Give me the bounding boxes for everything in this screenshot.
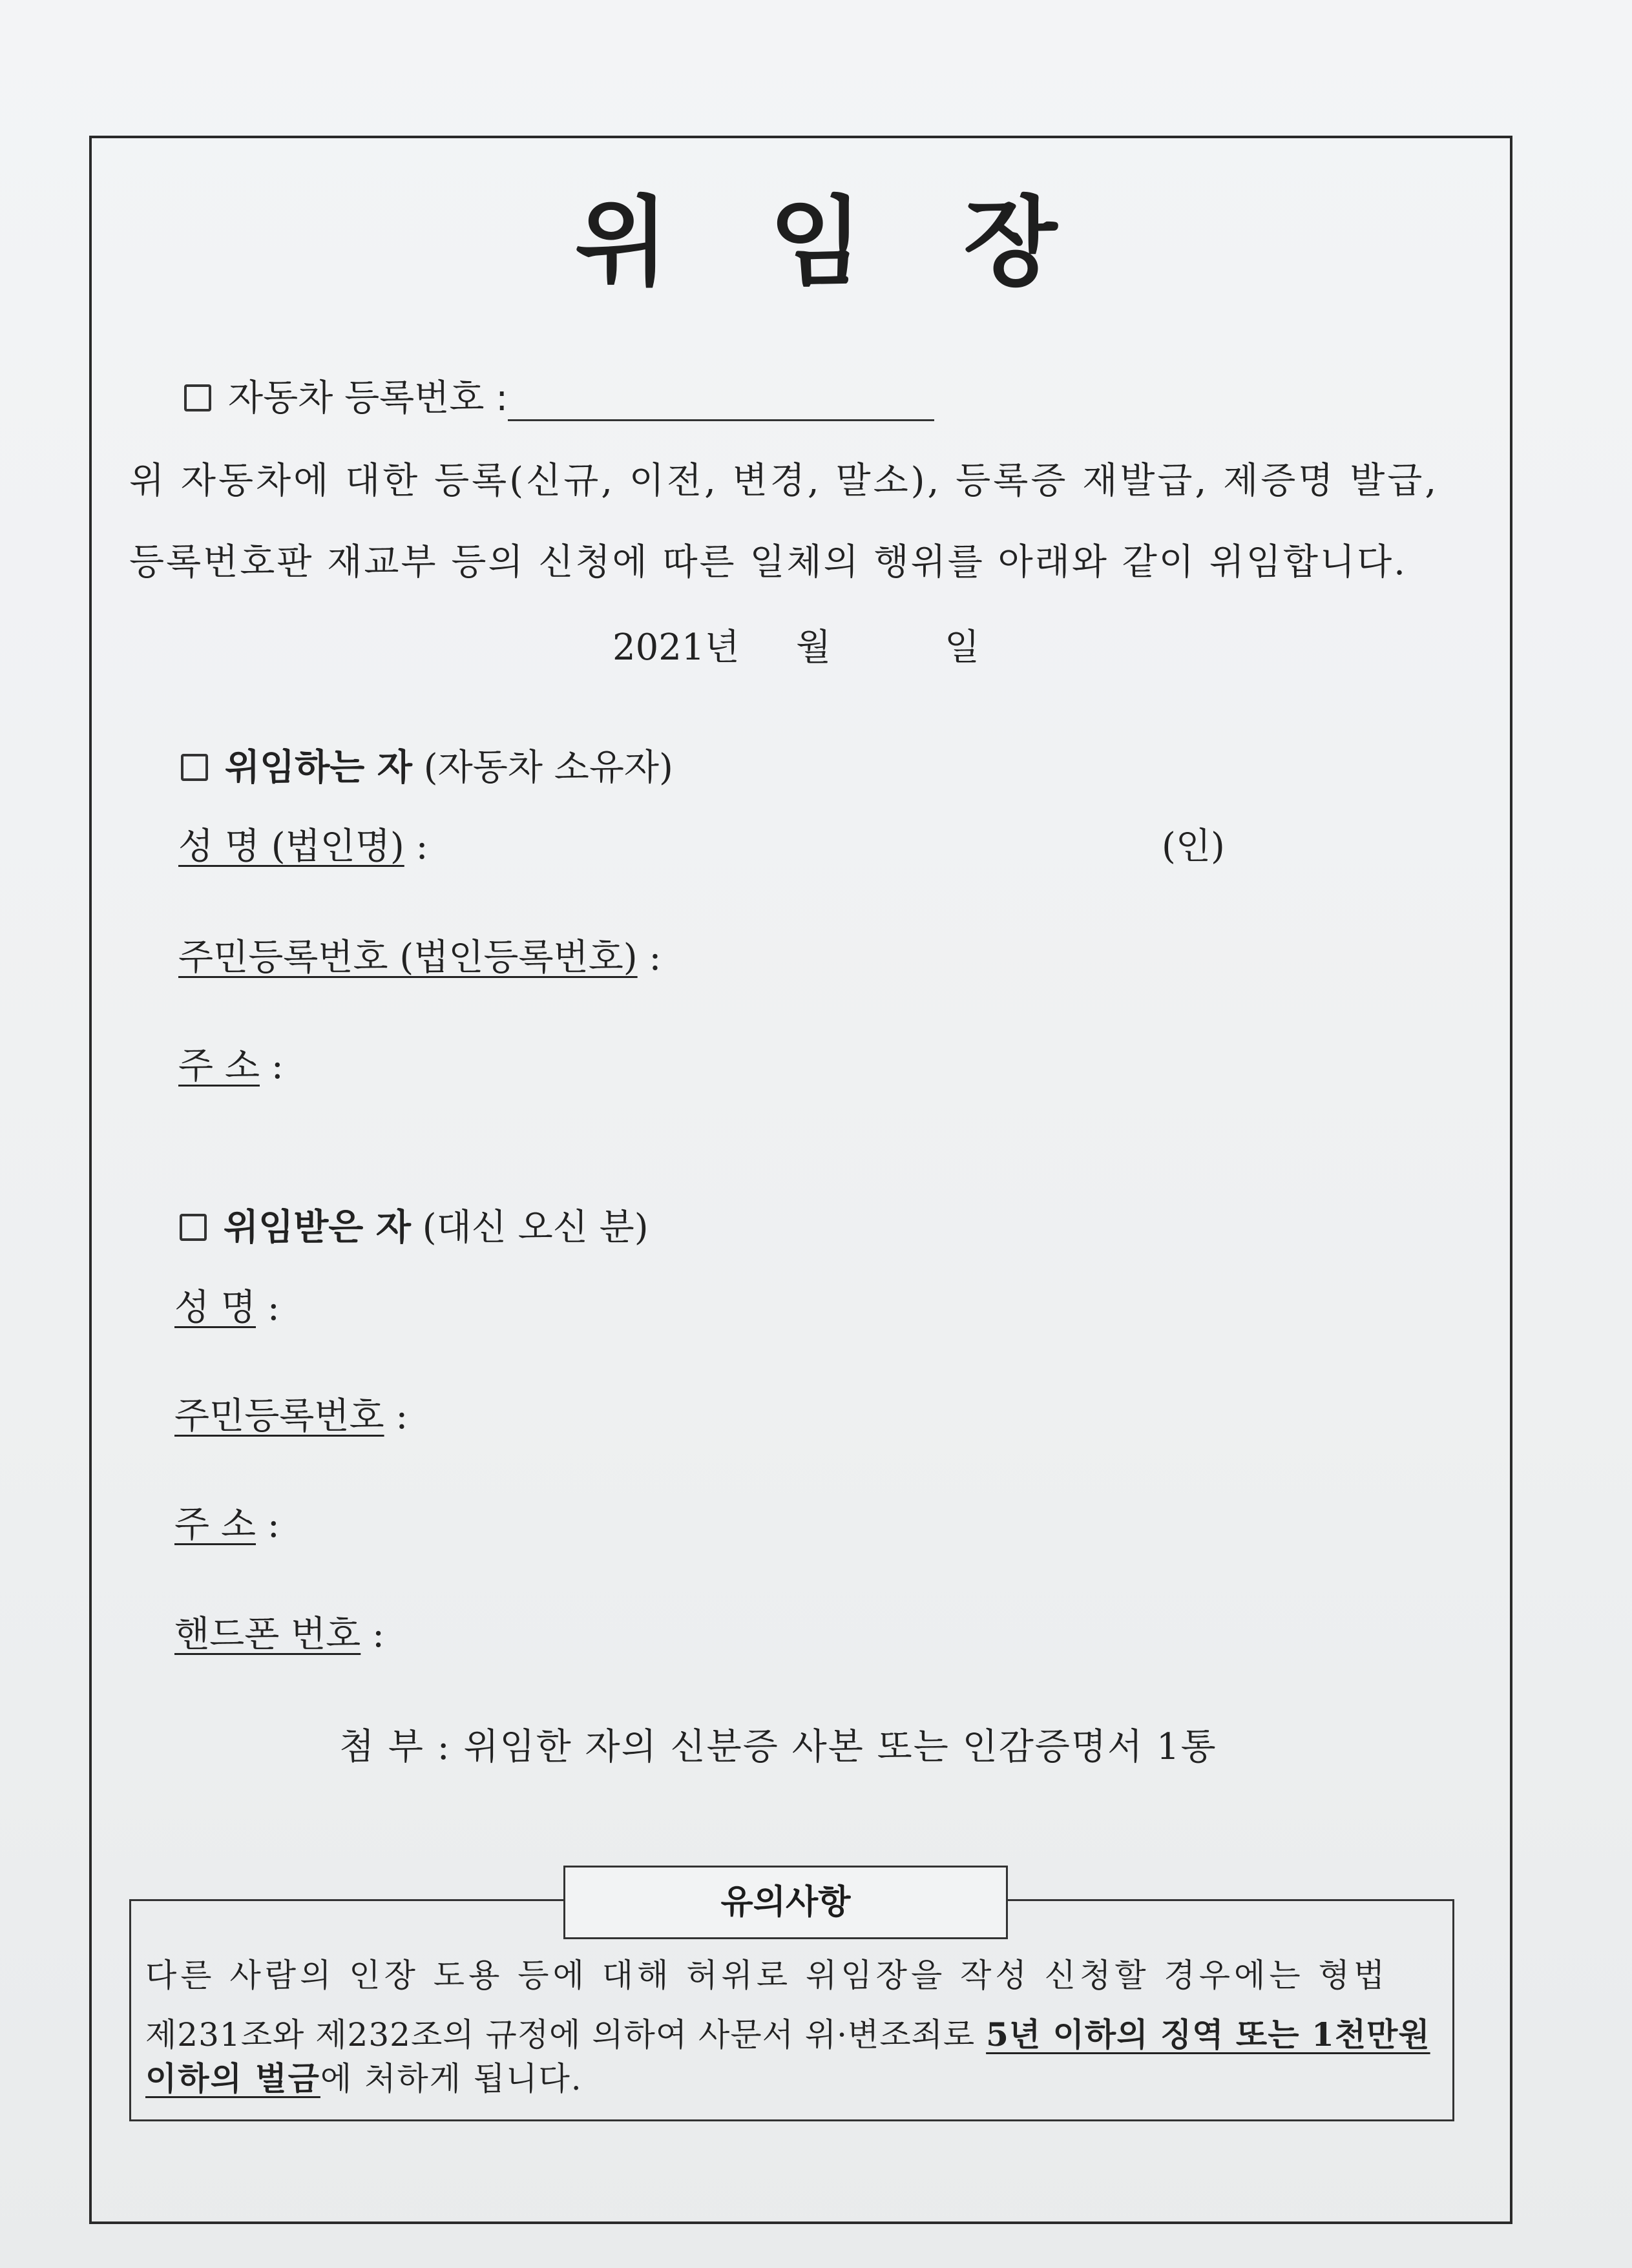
seal-mark: (인): [1162, 826, 1225, 868]
delegator-heading-sub: (자동차 소유자): [423, 747, 673, 789]
delegate-phone-row: [174, 1606, 384, 1658]
delegator-heading-row: [181, 739, 673, 791]
document-title: [0, 164, 1632, 304]
title-char-3: 장: [963, 187, 1058, 299]
notice-line-2: [145, 2009, 1430, 2055]
colon: :: [372, 1614, 384, 1656]
delegator-name-row: [178, 818, 428, 869]
date-year: 2021년: [612, 627, 740, 669]
notice-title: 유의사항: [563, 1866, 1008, 1939]
colon: :: [415, 826, 428, 868]
colon: :: [267, 1504, 280, 1546]
delegate-id-label: 주민등록번호: [174, 1395, 384, 1437]
notice-fine-text: 이하의 벌금: [145, 2059, 320, 2097]
delegator-name-label: 성 명 (법인명): [178, 826, 404, 868]
notice-line-3-text: 에 처하게 됩니다.: [320, 2060, 583, 2097]
delegate-address-label: 주 소: [174, 1504, 256, 1546]
vehicle-number-row: [184, 369, 934, 421]
checkbox-icon: [184, 384, 211, 411]
notice-line-2-text: 제231조와 제232조의 규정에 의하여 사문서 위·변조죄로: [145, 2016, 987, 2054]
intro-line-1: [129, 452, 1468, 504]
intro-line-2: 등록번호판 재교부 등의 신청에 따른 일체의 행위를 아래와 같이 위임합니다.: [129, 541, 1407, 583]
notice-penalty-text: 5년 이하의 징역 또는 1천만원: [986, 2015, 1430, 2054]
delegator-heading: 위임하는 자: [225, 747, 412, 789]
checkbox-icon: [181, 754, 208, 781]
checkbox-icon: [180, 1214, 207, 1241]
delegate-phone-label: 핸드폰 번호: [174, 1614, 361, 1656]
colon: :: [267, 1287, 280, 1329]
delegate-name-row: [174, 1279, 280, 1331]
colon: :: [271, 1045, 284, 1087]
delegator-address-row: [178, 1037, 284, 1089]
title-char-2: 임: [769, 187, 863, 299]
delegate-heading: 위임받은 자: [224, 1207, 411, 1249]
notice-line-1: 다른 사람의 인장 도용 등에 대해 허위로 위임장을 작성 신청할 경우에는 형법: [145, 1957, 1389, 1994]
delegator-id-label: 주민등록번호 (법인등록번호): [178, 937, 638, 979]
vehicle-number-label: 자동차 등록번호 :: [228, 377, 508, 419]
colon: :: [649, 937, 662, 979]
attachment-note: 첨 부 : 위임한 자의 신분증 사본 또는 인감증명서 1통: [339, 1726, 1217, 1768]
notice-line-3: [145, 2053, 583, 2099]
delegator-address-label: 주 소: [178, 1045, 260, 1087]
vehicle-number-field[interactable]: [508, 386, 934, 421]
colon: :: [395, 1395, 408, 1437]
delegator-id-row: [178, 929, 661, 981]
delegate-address-row: [174, 1496, 280, 1548]
delegate-id-row: [174, 1388, 408, 1439]
date-month: 월: [796, 627, 832, 669]
title-char-1: 위: [574, 187, 669, 299]
delegate-name-label: 성 명: [174, 1287, 256, 1329]
delegate-heading-sub: (대신 오신 분): [422, 1207, 649, 1249]
delegate-heading-row: [180, 1199, 649, 1251]
date-day: 일: [945, 627, 980, 669]
intro-text-1: 위 자동차에 대한 등록(신규, 이전, 변경, 말소), 등록증 재발급, 제증명 발급,: [129, 460, 1439, 502]
